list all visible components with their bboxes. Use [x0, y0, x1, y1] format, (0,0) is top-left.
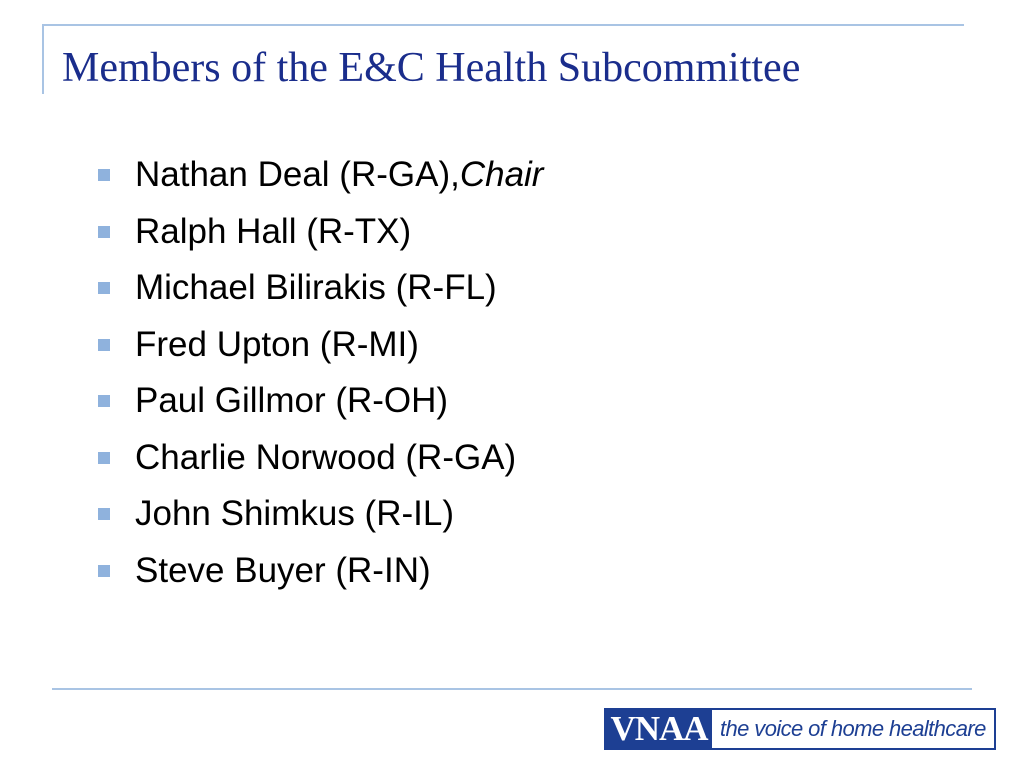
member-name: Ralph Hall (R-TX) — [135, 211, 412, 251]
square-bullet-icon — [98, 565, 110, 577]
square-bullet-icon — [98, 452, 110, 464]
list-item — [98, 204, 543, 261]
member-name: John Shimkus (R-IL) — [135, 494, 454, 534]
vnaa-logo — [604, 708, 996, 750]
title-frame-left-rule — [42, 24, 44, 94]
square-bullet-icon — [98, 339, 110, 351]
title-frame-top-rule — [42, 24, 964, 26]
list-item — [98, 373, 543, 430]
list-item — [98, 260, 543, 317]
member-name: Michael Bilirakis (R-FL) — [135, 268, 497, 308]
logo-mark: VNAA — [606, 710, 712, 748]
member-name: Paul Gillmor (R-OH) — [135, 381, 449, 421]
member-name: Steve Buyer (R-IN) — [135, 550, 431, 590]
list-item — [98, 317, 543, 374]
slide-title: Members of the E&C Health Subcommittee — [62, 45, 801, 91]
member-role: Chair — [459, 155, 544, 195]
square-bullet-icon — [98, 395, 110, 407]
square-bullet-icon — [98, 226, 110, 238]
footer-rule — [52, 688, 972, 690]
list-item — [98, 543, 543, 600]
square-bullet-icon — [98, 169, 110, 181]
member-name: Nathan Deal (R-GA), — [135, 155, 460, 195]
logo-tagline: the voice of home healthcare — [720, 716, 986, 741]
member-name: Charlie Norwood (R-GA) — [135, 437, 517, 477]
square-bullet-icon — [98, 282, 110, 294]
list-item — [98, 147, 543, 204]
member-name: Fred Upton (R-MI) — [135, 324, 419, 364]
list-item — [98, 430, 543, 487]
list-item — [98, 486, 543, 543]
square-bullet-icon — [98, 508, 110, 520]
member-list — [98, 147, 543, 599]
